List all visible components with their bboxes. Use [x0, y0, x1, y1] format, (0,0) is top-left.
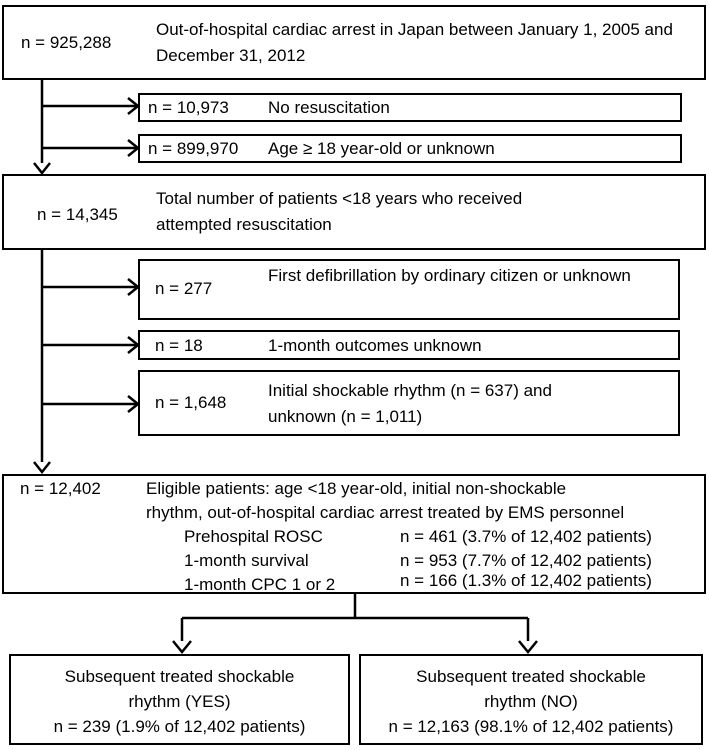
outcome-value: n = 166 (1.3% of 12,402 patients) — [400, 571, 652, 590]
exclusion-count: n = 18 — [155, 336, 203, 355]
exclusion-reason: Initial shockable rhythm (n = 637) and unknown (n = 1,011) — [268, 381, 552, 426]
step-box-eligible-patients — [2, 474, 706, 594]
exclusion-count: n = 899,970 — [148, 139, 239, 158]
exclusion-box-defibrillation — [138, 259, 680, 320]
outcome-label: 1-month CPC 1 or 2 — [184, 575, 336, 594]
arrowhead-down-icon — [173, 641, 191, 652]
step-box-all-arrests — [2, 5, 706, 80]
group-count: n = 239 (1.9% of 12,402 patients) — [53, 717, 306, 736]
outcome-value: n = 461 (3.7% of 12,402 patients) — [400, 527, 652, 546]
outcome-label: 1-month survival — [184, 551, 309, 570]
outcome-value: n = 953 (7.7% of 12,402 patients) — [400, 551, 652, 570]
exclusion-box-shockable-rhythm — [138, 370, 680, 436]
step-description: Total number of patients <18 years who received attempted resuscitation — [156, 189, 523, 234]
arrowhead-down-icon — [34, 462, 50, 472]
step-count: n = 12,402 — [20, 479, 101, 498]
exclusion-reason: 1-month outcomes unknown — [268, 336, 482, 355]
group-title: rhythm (NO) — [484, 692, 578, 711]
group-box-shockable-yes — [9, 654, 350, 745]
group-title: Subsequent treated shockable — [64, 667, 295, 686]
step-count: n = 925,288 — [21, 33, 112, 52]
outcome-label: Prehospital ROSC — [184, 527, 323, 546]
step-box-attempted-resuscitation — [2, 174, 706, 250]
exclusion-reason: No resuscitation — [268, 98, 390, 117]
exclusion-count: n = 1,648 — [155, 393, 227, 412]
group-box-shockable-no — [359, 654, 703, 745]
step-description: Out-of-hospital cardiac arrest in Japan between January 1, 2005 and December 31, 2012 — [156, 20, 673, 65]
exclusion-box-age — [138, 134, 682, 163]
exclusion-box-no-resuscitation — [138, 93, 682, 122]
arrowhead-down-icon — [34, 163, 50, 173]
arrowhead-down-icon — [519, 641, 537, 652]
group-count: n = 12,163 (98.1% of 12,402 patients) — [388, 717, 674, 736]
eligibility-criteria: Eligible patients: age <18 year-old, initial non-shockable — [146, 479, 567, 498]
group-title: Subsequent treated shockable — [416, 667, 646, 686]
exclusion-reason: Age ≥ 18 year-old or unknown — [268, 139, 495, 158]
eligibility-criteria: rhythm, out-of-hospital cardiac arrest treated by EMS personnel — [146, 503, 625, 522]
exclusion-reason: First defibrillation by ordinary citizen or unknown — [268, 266, 631, 285]
exclusion-box-outcome-unknown — [138, 330, 680, 360]
group-title: rhythm (YES) — [128, 692, 231, 711]
exclusion-count: n = 10,973 — [148, 98, 229, 117]
exclusion-count: n = 277 — [155, 279, 213, 298]
step-count: n = 14,345 — [37, 205, 118, 224]
